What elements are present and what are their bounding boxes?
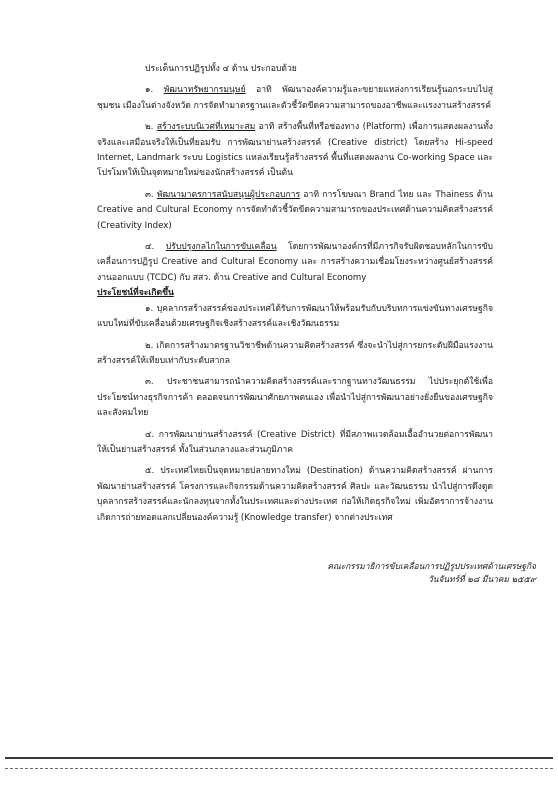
reform-item-4-label: ปรับปรุงกลไกในการขับเคลื่อน: [165, 242, 277, 253]
reform-item-3-text: อาทิ การโฆษณา Brand ไทย และ Thainess ด้าน Creative and Cultural Economy การจัดทำตัวชี้วัดขีดความสามารถของประเทศด้านความคิดสร้างสรรค์ (Creativity Index): [97, 189, 493, 231]
signature-org: คณะกรรมาธิการขับเคลื่อนการปฏิรูปประเทศด้านเศรษฐกิจ: [327, 561, 536, 571]
reform-item-3-number: ๓.: [145, 189, 154, 200]
signature-block: [327, 560, 536, 586]
reform-item-1: [97, 83, 493, 114]
reform-item-4: [97, 240, 493, 286]
benefit-item-2: ๒. เกิดการสร้างมาตรฐานวิชาชีพด้านความคิดสร้างสรรค์ ซึ่งจะนำไปสู่การยกระดับฝีมือแรงงานสร้างสรรค์ให้เทียบเท่ากับระดับสากล: [97, 340, 493, 366]
reform-item-3-label: พัฒนามาตรการสนับสนุนผู้ประกอบการ: [156, 189, 301, 200]
reform-item-2-number: ๒.: [145, 122, 154, 133]
benefit-item-1: ๑. บุคลากรสร้างสรรค์ของประเทศได้รับการพัฒนาให้พร้อมรับกับบริบทการแข่งขันทางเศรษฐกิจแบบใหม่ที่ขับเคลื่อนด้วยเศรษฐกิจเชิงสร้างสรรค์และเชิงวัฒนธรรม: [97, 303, 493, 330]
reform-item-1-text: อาทิ พัฒนาองค์ความรู้และขยายแหล่งการเรียนรู้นอกระบบไปสู่ชุมชน เมืองในต่างจังหวัด การจัดทำมาตรฐานและตัวชี้วัดขีดความสามารถของอาชีพและแรงงานสร้างสรรค์: [97, 85, 493, 111]
document-body: [97, 62, 493, 526]
reform-item-4-number: ๔.: [145, 242, 155, 253]
reform-item-2-text: อาทิ สร้างพื้นที่หรือช่องทาง (Platform) เพื่อการแสดงผลงานทั้งจริงและเสมือนจริงให้เป็นที่ยอมรับ การพัฒนาย่านสร้างสรรค์ (Creative district) โดยสร้าง Hi-speed Internet, Landmark ระบบ Logistics แหล่งเรียนรู้สร้างสรรค์ พื้นที่แสดงผลงาน Co-working Space และโปรโมทให้เป็นจุดหมายใหม่ของนักสร้างสรรค์ เป็นต้น: [97, 122, 493, 179]
benefit-item-5: ๕. ประเทศไทยเป็นจุดหมายปลายทางใหม่ (Destination) ด้านความคิดสร้างสรรค์ ผ่านการพัฒนาย่านสร้างสรรค์ โครงการและกิจกรรมด้านความคิดสร้างสรรค์ ศิลปะ และวัฒนธรรม นำไปสู่การดึงดูดบุคลากรสร้างสรรค์และนักลงทุนจากทั้งในประเทศและต่างประเทศ ก่อให้เกิดธุรกิจใหม่ เพิ่มอัตราการจ้างงาน เกิดการถ่ายทอดแลกเปลี่ยนองค์ความรู้ (Knowledge transfer) จากต่างประเทศ: [97, 466, 493, 523]
reform-item-3: [97, 188, 493, 234]
reform-item-1-label: พัฒนาทรัพยากรมนุษย์: [163, 85, 246, 96]
benefits-heading: ประโยชน์ที่จะเกิดขึ้น: [97, 288, 174, 299]
reform-item-2: [97, 120, 493, 182]
benefit-item-4: ๔. การพัฒนาย่านสร้างสรรค์ (Creative District) ที่มีสภาพแวดล้อมเอื้ออำนวยต่อการพัฒนาให้เป็นย่านสร้างสรรค์ ทั้งในส่วนกลางและส่วนภูมิภาค: [97, 429, 493, 455]
footer-rule: [5, 757, 553, 769]
signature-date: วันจันทร์ที่ ๒๘ มีนาคม ๒๕๕๙: [428, 574, 536, 584]
reform-item-1-number: ๑.: [145, 85, 154, 96]
reform-item-4-text: โดยการพัฒนาองค์กรที่มีภารกิจรับผิดชอบหลักในการขับเคลื่อนการปฏิรูป Creative and Cultural Economy และ การสร้างความเชื่อมโยงระหว่างศูนย์สร้างสรรค์งานออกแบบ (TCDC) กับ สสว. ด้าน Creative and Cultural Economy: [97, 242, 493, 283]
reform-item-2-label: สร้างระบบนิเวศที่เหมาะสม: [156, 122, 256, 133]
benefit-item-3: ๓. ประชาชนสามารถนำความคิดสร้างสรรค์และรากฐานทางวัฒนธรรม ไปประยุกต์ใช้เพื่อประโยชน์ทางธุรกิจการค้า ตลอดจนการพัฒนาศักยภาพตนเอง เพื่อนำไปสู่การพัฒนาอย่างยั่งยืนของเศรษฐกิจและสังคมไทย: [97, 377, 493, 419]
intro-line: ประเด็นการปฏิรูปทั้ง ๔ ด้าน ประกอบด้วย: [145, 64, 297, 74]
